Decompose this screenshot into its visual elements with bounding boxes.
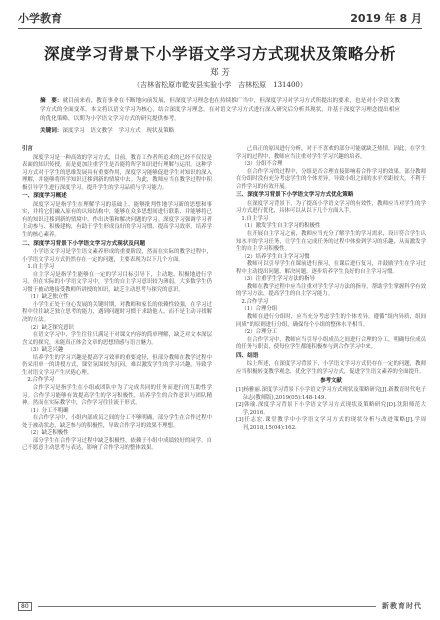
paragraph: 合作学习是指学生在小组或团队中为了完成共同的任务而进行的互助性学习。合作学习能够有效提高学生的学习积极性，培养学生的合作意识与团队精神。然而在实际教学中，合作学习往往流于形式。 (22, 384, 212, 407)
affiliation: （吉林省松原市乾安县实验小学 吉林松原 131400） (133, 81, 307, 89)
reference-item: [2]韩瑜.深度学习背景下小学语文学习方式现状及策略研究[D].沈阳师范大学,2016. (236, 402, 426, 416)
abstract-text: 就目前来看，教育事业在不断地向前发展，但深度学习理念也在持续推广当中，但深度学习对学习方式所提出的要求，也是对小学语文教学方式的全面变革。本文将以语文学习为核心，结合深度学习理念，在对语文学习方式进行深入研究后分析其现状，并基于深度学习理念提出相应的优化策略，以期为小学语文学习方式的研究提供参考。 (40, 98, 400, 122)
paragraph: 自主学习是指学生能够在一定的学习目标引导下，主动地、积极地进行学习。但在实际的小学语文学习中，学生的自主学习意识较为薄弱，大多数学生仍习惯于被动地接受教师所讲授的知识，缺乏主动思考与探究的意识。 (22, 271, 212, 293)
subsection-heading: （2）合理分工 (241, 329, 278, 336)
paragraph: 在合作学习的过程中，分组是否合理直接影响着合作学习的效果。部分教师在分组时没有充分考虑学生的个体差异，导致小组之间的水平差距较大，不利于合作学习的有效开展。 (236, 168, 426, 190)
reference-item: [3]任志宏.课堂教学中小学语文学习方式的现状分析与改进策略[J].学周刊,2018,15(04):162. (236, 417, 426, 431)
paragraph: 小学生正处于身心发展的关键时期，对教师和家长的依赖性较强，在学习过程中往往缺乏独立思考的能力，遇到问题时习惯于求助他人，而不是主动寻找解决的方法。 (22, 301, 212, 324)
header-date: 2019 年 8 月 (350, 12, 422, 25)
subsection-heading: （1）缺乏独立性 (27, 294, 69, 301)
intro-heading: 引言 (22, 146, 33, 152)
journal-name: 新教育时代 (382, 602, 422, 610)
subsection-heading: （2）缺乏积极性 (27, 430, 69, 437)
section-heading: 三、深度学习背景下小学语文学习方式优化策略 (236, 192, 354, 199)
subsection-heading: （3）注重学生学习方法的指导 (241, 276, 315, 283)
header-section: 小学教育 (18, 12, 62, 25)
footer-rule (38, 606, 376, 607)
running-header (18, 8, 422, 26)
keywords-label: 关键词： (40, 128, 63, 134)
subsection-heading: （3）缺乏兴趣 (27, 347, 64, 354)
subsection-heading: （1）分工不明确 (27, 407, 69, 414)
paragraph: 在合作学习中，教师应当引导小组成员之间进行合理的分工，明确每位成员的任务与职责，使每位学生都能积极参与到合作学习中来。 (236, 336, 426, 351)
paragraph: 教师在教学过程中应当注重对学生学习方法的指导，帮助学生掌握科学有效的学习方法，提高学生的自主学习能力。 (236, 283, 426, 298)
references-list (236, 387, 426, 432)
reference-item: [1]杨雅丽.深度学习背景下小学语文学习方式现状及策略研究[J].新教育时代电子杂志(教师版),2019(05):148-149. (236, 386, 426, 401)
paragraph: 在语文学习中，学生往往只满足于对课文内容的简单理解，缺乏对文本深层含义的探究，未能真正体会文章的思想情感与语言魅力。 (22, 332, 212, 346)
subsection-heading: （1）激发学生自主学习的积极性 (241, 223, 321, 230)
paragraph: 部分学生在合作学习过程中缺乏积极性，依赖于小组中成绩较好的同学，自己不愿意主动思考与表达，影响了合作学习的整体效果。 (22, 437, 212, 452)
paragraph: 己真正的原因进行分析，对于不喜欢的部分可能就缺乏热情。因此，在学生学习的过程中，教师应当注重对学生学习兴趣的培养。 (236, 146, 426, 160)
subsection-heading: （2）缺乏探究意识 (27, 324, 74, 331)
keywords-text: 深度学习 语文教学 学习方式 现状及策略 (62, 128, 175, 134)
page-number: 80 (18, 602, 32, 611)
paragraph: 在开展自主学习之前，教师应当充分了解学生的学习需求，设计符合学生认知水平的学习任务，让学生在完成任务的过程中体验到学习的乐趣，从而激发学生的自主学习积极性。 (236, 231, 426, 253)
paragraph: 综上所述，在深度学习背景下，小学语文学习方式仍存在一定的问题，教师应当积极转变教学观念，优化学生的学习方式，促进学生语文素养的全面提升。 (236, 361, 426, 375)
section-heading: 一、深度学习概述 (22, 193, 67, 200)
paragraph: 深度学习是一种高效的学习方式，目前，教育工作者所追求的已经不仅仅是表面的知识传授，而是更加注重学生是否能将所学知识进行理解与运用。这种学习方式对于学生的思维发展具有重要作用，深度学习能够促进学生对知识的深入理解，并能够将所学知识迁移到新的情境中去。为此，教师应当在教学过程中积极引导学生进行深度学习，提升学生的学习品质与学习能力。 (22, 154, 212, 191)
author: 郑 芳 (210, 68, 230, 78)
subsection-heading: （3）分组不合理 (241, 161, 283, 168)
article-title: 深度学习背景下小学语文学习方式现状及策略分析 (43, 45, 396, 63)
paragraph: 教师在进行分组时，应当充分考虑学生的个体差异，遵循“组内异质、组间同质”的原则进行分组，确保每个小组的整体水平相当。 (236, 314, 426, 328)
section-heading: 二、深度学习背景下小学语文学习方式现状及问题 (22, 240, 146, 247)
subsection-heading: 2.合作学习 (27, 377, 55, 384)
abstract-label: 摘 要： (40, 98, 63, 104)
paragraph: 在合作学习中，小组内部成员之间的分工不够明确，部分学生在合作过程中处于被动状态，缺乏参与的积极性，导致合作学习的效果不理想。 (22, 415, 212, 429)
paragraph: 在深度学习背景下，为了提高小学语文学习的有效性，教师应当对学生的学习方式进行优化，具体可以从以下几个方面入手。 (236, 200, 426, 215)
page-footer (18, 600, 422, 612)
abstract (40, 97, 400, 124)
paragraph: 小学语文学习是学生语文素养形成的重要阶段，然而在实际的教学过程中，小学语文学习方式仍然存在一定的问题，主要表现为以下几个方面。 (22, 249, 212, 263)
right-column (236, 146, 426, 432)
subsection-heading: 1.自主学习 (241, 215, 269, 222)
paragraph: 教师可以引导学生在课前进行预习，在课后进行复习，并鼓励学生在学习过程中主动提出问题、解决问题，逐步培养学生良好的自主学习习惯。 (236, 261, 426, 275)
subsection-heading: （2）培养学生自主学习习惯 (241, 253, 310, 260)
left-column (22, 146, 212, 453)
paragraph: 培养学生的学习兴趣是提高学习效率的重要途径，但部分教师在教学过程中仍采用单一的讲授方式，课堂氛围较为沉闷，难以激发学生的学习兴趣，导致学生对语文学习产生厌倦心理。 (22, 354, 212, 376)
keywords (40, 126, 400, 134)
paragraph: 深度学习是指学生在理解学习的基础上，能够批判性地学习新的思想和事实，并将它们融入原有的认知结构中，能够在众多思想间进行联系，并能够将已有的知识迁移到新的情境中，作出决策和解决问题的学习。深度学习强调学习者主动参与、积极建构，有助于学生形成良好的学习习惯，提高学习效率，培养学生的核心素养。 (22, 201, 212, 239)
references-heading: 参考文献 (320, 378, 342, 385)
subsection-heading: （1）合理分组 (241, 306, 278, 313)
subsection-heading: 2.合作学习 (241, 298, 269, 305)
header-rule (18, 28, 422, 29)
section-heading: 四、结语 (236, 352, 259, 359)
subsection-heading: 1.自主学习 (27, 264, 55, 271)
